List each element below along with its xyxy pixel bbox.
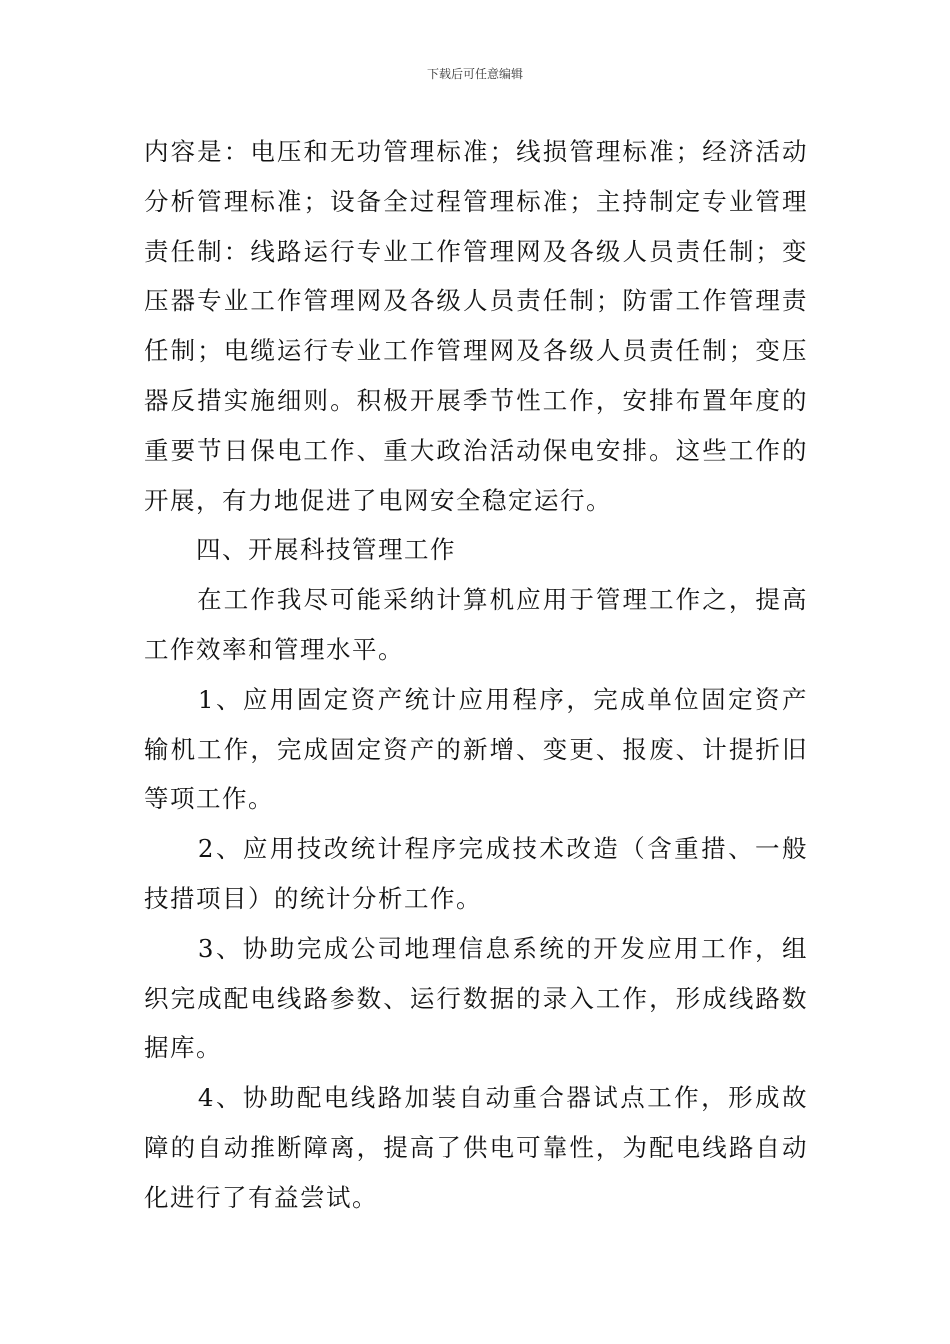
list-item-gis-system: 3、协助完成公司地理信息系统的开发应用工作，组织完成配电线路参数、运行数据的录入工作，形成线路数据库。 bbox=[144, 933, 808, 1063]
list-item-fixed-assets: 1、应用固定资产统计应用程序，完成单位固定资产输机工作，完成固定资产的新增、变更、报废、计提折旧等项工作。 bbox=[144, 684, 808, 814]
list-item-tech-renovation: 2、应用技改统计程序完成技术改造（含重措、一般技措项目）的统计分析工作。 bbox=[144, 834, 808, 913]
paragraph-responsibility-standards: 内容是：电压和无功管理标准；线损管理标准；经济活动分析管理标准；设备全过程管理标准；主持制定专业管理责任制：线路运行专业工作管理网及各级人员责任制；变压器专业工作管理网及各级人员责任制；防雷工作管理责任制；电缆运行专业工作管理网及各级人员责任制；变压器反措实施细则。积极开展季节性工作，安排布置年度的重要节日保电工作、重大政治活动保电安排。这些工作的开展，有力地促进了电网安全稳定运行。 bbox=[144, 137, 808, 515]
document-body bbox=[144, 127, 808, 1223]
list-item-auto-recloser: 4、协助配电线路加装自动重合器试点工作，形成故障的自动推断障离，提高了供电可靠性，为配电线路自动化进行了有益尝试。 bbox=[144, 1083, 808, 1212]
section-heading-tech-management: 四、开展科技管理工作 bbox=[144, 535, 456, 565]
page-header: 下载后可任意编辑 bbox=[426, 67, 523, 81]
paragraph-computer-application: 在工作我尽可能采纳计算机应用于管理工作之，提高工作效率和管理水平。 bbox=[144, 585, 808, 664]
